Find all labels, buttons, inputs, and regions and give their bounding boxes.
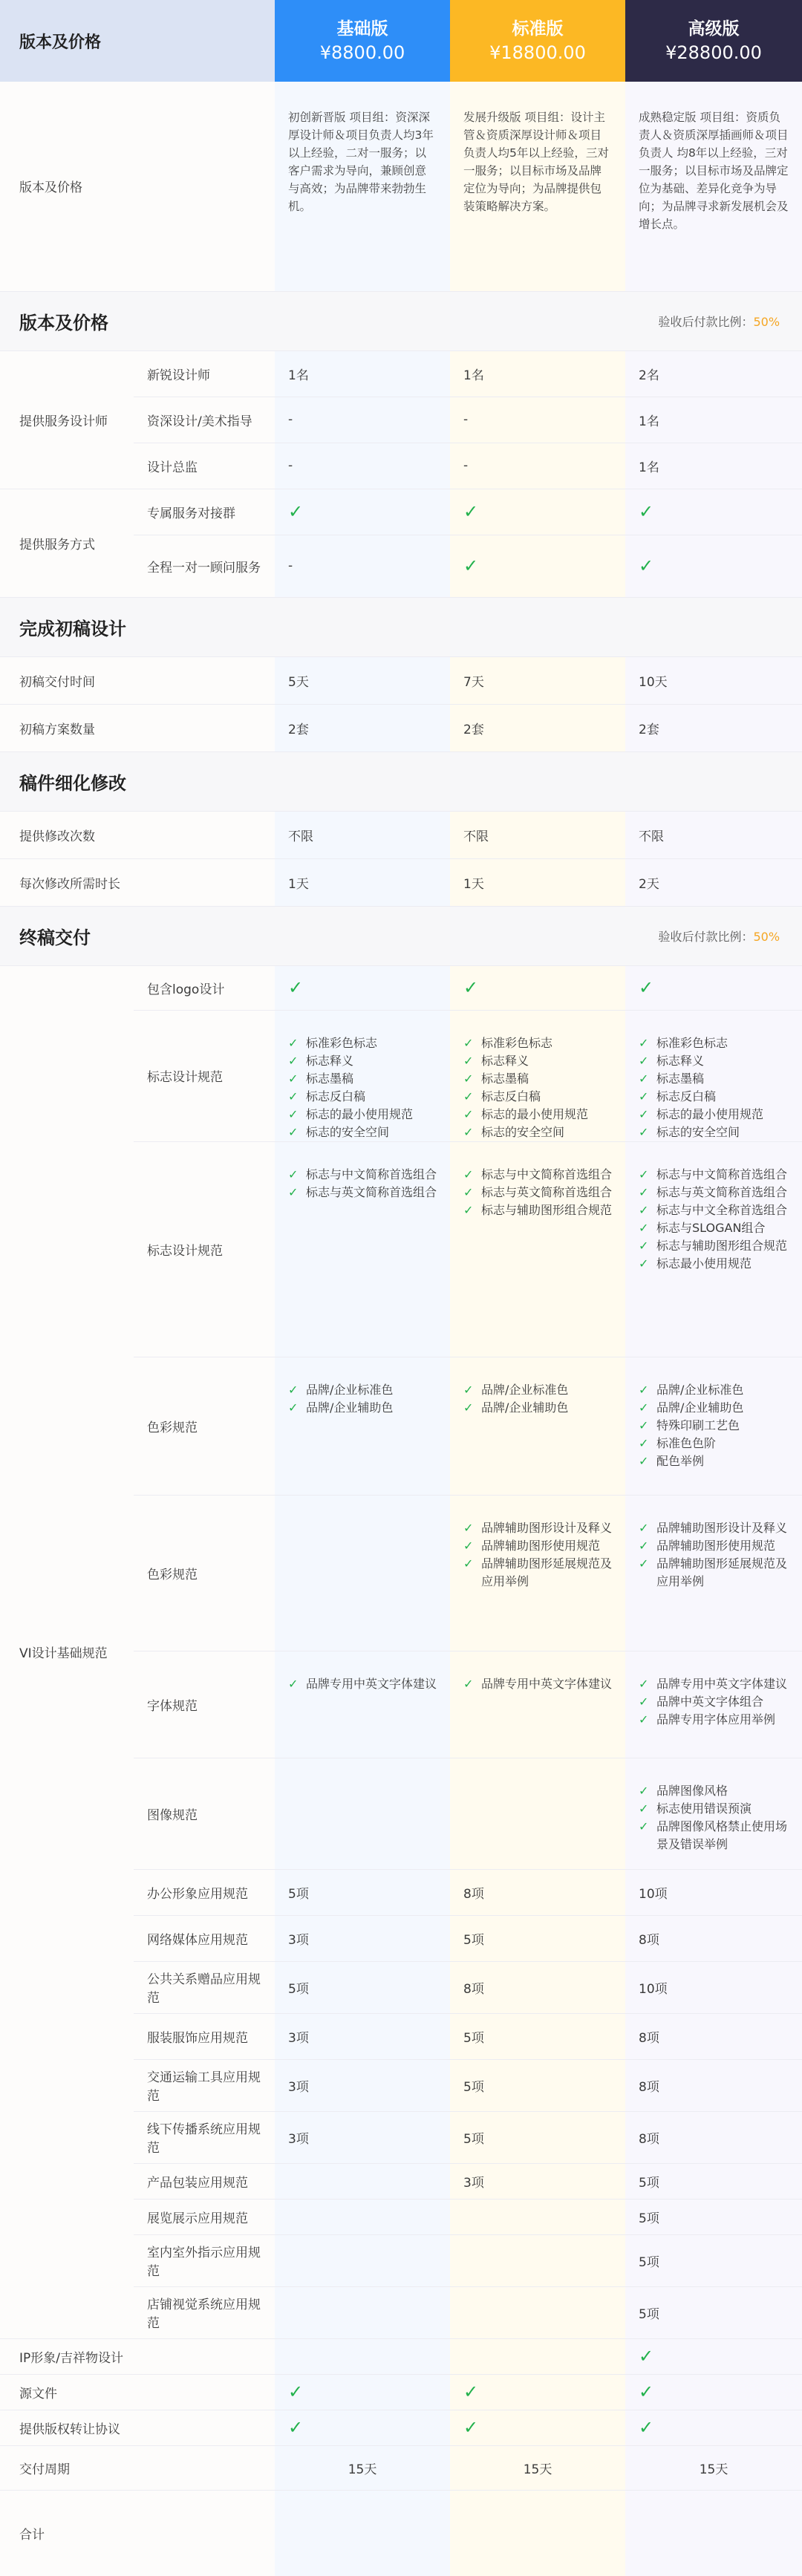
cell-value: 8项 <box>625 2013 802 2059</box>
check-icon: ✓ <box>275 489 450 535</box>
section-title: 终稿交付 <box>0 906 450 965</box>
feature-item: ✓ 品牌图像风格禁止使用场景及错误举例 <box>639 1818 789 1853</box>
cell-value: 2名 <box>625 350 802 397</box>
feature-item: ✓ 品牌专用字体应用举例 <box>639 1711 789 1729</box>
plan-price: ¥28800.00 <box>665 42 762 63</box>
feature-list <box>463 1515 612 1591</box>
row-label: 新锐设计师 <box>134 350 275 397</box>
payment-ratio <box>450 291 802 350</box>
cell-value: 不限 <box>625 811 802 858</box>
feature-item: ✓ 标志的最小使用规范 <box>639 1106 789 1124</box>
feature-item: ✓ 标志与中文简称首选组合 <box>463 1166 612 1184</box>
feature-list <box>639 1671 789 1729</box>
page-title: 版本及价格 <box>0 0 275 82</box>
row-label: 提供版权转让协议 <box>0 2410 275 2445</box>
row-label: 初稿方案数量 <box>0 704 275 751</box>
row-label: 标志设计规范 <box>134 1141 275 1357</box>
row-label: 室内室外指示应用规范 <box>134 2234 275 2286</box>
cell-value: 10项 <box>625 1869 802 1915</box>
cell-value <box>450 2234 625 2286</box>
cell-value: - <box>275 535 450 597</box>
feature-item: ✓ 品牌中英文字体组合 <box>639 1693 789 1711</box>
cell-value: 15天 <box>275 2445 450 2490</box>
plan-basic-header <box>275 0 450 82</box>
feature-item: ✓ 标志与辅助图形组合规范 <box>639 1237 789 1255</box>
header-row <box>0 0 802 82</box>
feature-item: ✓ 品牌辅助图形使用规范 <box>463 1537 612 1555</box>
feature-item: ✓ 标志的最小使用规范 <box>463 1106 612 1124</box>
feature-item: ✓ 标志墨稿 <box>639 1070 789 1088</box>
check-icon: ✓ <box>275 2374 450 2410</box>
row-label: 包含logo设计 <box>134 965 275 1010</box>
row-label: 源文件 <box>0 2374 275 2410</box>
cell-value: 5项 <box>275 1961 450 2013</box>
cell-value: 5项 <box>625 2286 802 2338</box>
feature-list <box>463 1377 612 1417</box>
plan-name: 基础版 <box>336 19 388 39</box>
feature-item: ✓ 标志与辅助图形组合规范 <box>463 1201 612 1219</box>
feature-list <box>639 1778 789 1853</box>
row-label: 展览展示应用规范 <box>134 2199 275 2234</box>
plan-premium-header <box>625 0 802 82</box>
cell-value: 3项 <box>275 1915 450 1961</box>
cell-value: 1名 <box>450 350 625 397</box>
feature-item: ✓ 品牌辅助图形延展规范及应用举例 <box>639 1555 789 1591</box>
feature-item: ✓ 品牌专用中英文字体建议 <box>639 1675 789 1693</box>
feature-item: ✓ 标志的安全空间 <box>463 1124 612 1141</box>
feature-list <box>288 1377 437 1417</box>
cell-value: 2套 <box>275 704 450 751</box>
table-row <box>0 2410 802 2445</box>
cell-value: 3项 <box>275 2111 450 2163</box>
check-icon: ✓ <box>275 965 450 1010</box>
check-icon: ✓ <box>625 489 802 535</box>
plan-price: ¥8800.00 <box>319 42 405 63</box>
feature-item: ✓ 标志与英文简称首选组合 <box>288 1184 437 1201</box>
ratio-label: 验收后付款比例： <box>658 314 754 329</box>
table-row <box>0 2445 802 2490</box>
table-row <box>0 965 802 1010</box>
feature-item: ✓ 品牌辅助图形延展规范及应用举例 <box>463 1555 612 1591</box>
cell-value: 5项 <box>625 2163 802 2199</box>
feature-list <box>463 1671 612 1693</box>
row-label: 全程一对一顾问服务 <box>134 535 275 597</box>
feature-item: ✓ 标志与英文简称首选组合 <box>639 1184 789 1201</box>
feature-item: ✓ 标志反白稿 <box>463 1088 612 1106</box>
row-label: 服装服饰应用规范 <box>134 2013 275 2059</box>
feature-list <box>639 1030 789 1141</box>
row-label: 公共关系赠品应用规范 <box>134 1961 275 2013</box>
total-row <box>0 2490 802 2576</box>
feature-list <box>639 1161 789 1273</box>
feature-list <box>463 1161 612 1219</box>
feature-list <box>288 1778 437 1782</box>
section-title: 完成初稿设计 <box>0 597 802 656</box>
cell-value: 2天 <box>625 858 802 906</box>
cell-value <box>275 2234 450 2286</box>
cell-value: 5项 <box>450 1915 625 1961</box>
feature-item: ✓ 品牌专用中英文字体建议 <box>463 1675 612 1693</box>
cell-value: 1天 <box>450 858 625 906</box>
feature-item: ✓ 标准彩色标志 <box>463 1034 612 1052</box>
row-label: 色彩规范 <box>134 1357 275 1495</box>
row-label: 办公形象应用规范 <box>134 1869 275 1915</box>
feature-item: ✓ 标志与中文简称首选组合 <box>639 1166 789 1184</box>
row-label: 交通运输工具应用规范 <box>134 2059 275 2111</box>
plan-name: 高级版 <box>688 19 740 39</box>
feature-item: ✓ 标志与中文全称首选组合 <box>639 1201 789 1219</box>
feature-item: ✓ 标志墨稿 <box>463 1070 612 1088</box>
feature-item: ✓ 标志墨稿 <box>288 1070 437 1088</box>
row-label: 交付周期 <box>0 2445 275 2490</box>
cell-value: 5天 <box>275 656 450 704</box>
section-header <box>0 291 802 350</box>
feature-list <box>288 1515 437 1519</box>
row-label: 字体规范 <box>134 1651 275 1758</box>
cell-value <box>450 2286 625 2338</box>
cell-value: 7天 <box>450 656 625 704</box>
row-label: 线下传播系统应用规范 <box>134 2111 275 2163</box>
cell-value: 1名 <box>275 350 450 397</box>
feature-list <box>639 1377 789 1470</box>
feature-item: ✓ 标准彩色标志 <box>639 1034 789 1052</box>
cell-value: 3项 <box>275 2013 450 2059</box>
table-row <box>0 489 802 535</box>
feature-item: ✓ 品牌/企业辅助色 <box>639 1399 789 1417</box>
cell-value: 1天 <box>275 858 450 906</box>
cell-value: 15天 <box>450 2445 625 2490</box>
table-row <box>0 858 802 906</box>
total-cell <box>625 2490 802 2576</box>
table-row <box>0 2374 802 2410</box>
table-row <box>0 656 802 704</box>
feature-item: ✓ 标准彩色标志 <box>288 1034 437 1052</box>
table-row <box>0 2338 802 2374</box>
row-label: 资深设计/美术指导 <box>134 397 275 443</box>
cell-value: 不限 <box>450 811 625 858</box>
row-label: 初稿交付时间 <box>0 656 275 704</box>
row-label: 提供修改次数 <box>0 811 275 858</box>
cell-value <box>275 2163 450 2199</box>
table-row <box>0 350 802 397</box>
cell-value: 2套 <box>625 704 802 751</box>
plan-price: ¥18800.00 <box>489 42 586 63</box>
feature-item: ✓ 配色举例 <box>639 1452 789 1470</box>
row-label: 设计总监 <box>134 443 275 489</box>
row-label: 每次修改所需时长 <box>0 858 275 906</box>
row-label: 图像规范 <box>134 1758 275 1869</box>
section-title: 稿件细化修改 <box>0 751 802 811</box>
cell-value <box>275 2199 450 2234</box>
check-icon: ✓ <box>450 535 625 597</box>
cell-value: 8项 <box>625 1915 802 1961</box>
check-icon: ✓ <box>450 2374 625 2410</box>
row-label: 网络媒体应用规范 <box>134 1915 275 1961</box>
feature-item: ✓ 标志释义 <box>463 1052 612 1070</box>
ratio-value: 50% <box>753 929 780 944</box>
intro-row <box>0 82 802 291</box>
cell-value: 5项 <box>625 2234 802 2286</box>
feature-item: ✓ 标志与SLOGAN组合 <box>639 1219 789 1237</box>
cell-value: 8项 <box>450 1869 625 1915</box>
feature-item: ✓ 品牌辅助图形设计及释义 <box>639 1519 789 1537</box>
cell-value: - <box>275 443 450 489</box>
feature-item: ✓ 标志释义 <box>288 1052 437 1070</box>
check-icon: ✓ <box>450 489 625 535</box>
section-header <box>0 906 802 965</box>
cell-value: 5项 <box>450 2059 625 2111</box>
check-icon: ✓ <box>625 965 802 1010</box>
table-row <box>0 811 802 858</box>
plan-desc: 成熟稳定版 项目组：资质负责人＆资质深厚插画师＆项目负责人 均8年以上经验，三对一服务；以目标市场及品牌定位为基础、差异化竞争为导向；为品牌寻求新发展机会及增长点。 <box>625 82 802 291</box>
cell-value: 5项 <box>450 2111 625 2163</box>
feature-item: ✓ 品牌/企业辅助色 <box>288 1399 437 1417</box>
feature-item: ✓ 品牌/企业标准色 <box>288 1381 437 1399</box>
feature-item: ✓ 品牌专用中英文字体建议 <box>288 1675 437 1693</box>
check-icon: ✓ <box>625 2410 802 2445</box>
plan-name: 标准版 <box>512 19 564 39</box>
feature-list <box>288 1161 437 1201</box>
feature-list <box>288 1671 437 1693</box>
check-icon: ✓ <box>450 2410 625 2445</box>
plan-desc: 初创新晋版 项目组：资深深厚设计师＆项目负责人均3年以上经验，二对一服务；以客户需求为导向，兼顾创意与高效；为品牌带来勃勃生机。 <box>275 82 450 291</box>
cell-value: 1名 <box>625 397 802 443</box>
cell-value: 2套 <box>450 704 625 751</box>
row-label: 合计 <box>0 2490 275 2576</box>
group-label: 提供服务方式 <box>0 489 134 597</box>
feature-item: ✓ 品牌/企业标准色 <box>639 1381 789 1399</box>
check-icon <box>275 2338 450 2374</box>
feature-list <box>463 1778 612 1782</box>
check-icon: ✓ <box>275 2410 450 2445</box>
feature-item: ✓ 标志与英文简称首选组合 <box>463 1184 612 1201</box>
cell-value: 10项 <box>625 1961 802 2013</box>
row-label: IP形象/吉祥物设计 <box>0 2338 275 2374</box>
cell-value <box>275 2286 450 2338</box>
cell-value: - <box>450 443 625 489</box>
check-icon: ✓ <box>625 2374 802 2410</box>
plan-desc: 发展升级版 项目组：设计主管＆资质深厚设计师＆项目负责人均5年以上经验，三对一服务；以目标市场及品牌定位为导向；为品牌提供包装策略解决方案。 <box>450 82 625 291</box>
cell-value: 5项 <box>625 2199 802 2234</box>
cell-value: 8项 <box>625 2059 802 2111</box>
feature-item: ✓ 标志反白稿 <box>639 1088 789 1106</box>
cell-value: - <box>275 397 450 443</box>
feature-list <box>463 1030 612 1141</box>
row-label: 专属服务对接群 <box>134 489 275 535</box>
cell-value: 3项 <box>275 2059 450 2111</box>
feature-list <box>288 1030 437 1141</box>
check-icon: ✓ <box>625 535 802 597</box>
row-label: 标志设计规范 <box>134 1010 275 1141</box>
ratio-value: 50% <box>753 314 780 329</box>
feature-item: ✓ 品牌辅助图形使用规范 <box>639 1537 789 1555</box>
feature-item: ✓ 品牌图像风格 <box>639 1782 789 1800</box>
group-label: VI设计基础规范 <box>0 965 134 2338</box>
total-cell <box>275 2490 450 2576</box>
feature-item: ✓ 标志使用错误预演 <box>639 1800 789 1818</box>
feature-item: ✓ 特殊印刷工艺色 <box>639 1417 789 1435</box>
row-label: 店铺视觉系统应用规范 <box>134 2286 275 2338</box>
feature-item: ✓ 标志的安全空间 <box>639 1124 789 1141</box>
check-icon: ✓ <box>625 2338 802 2374</box>
feature-list <box>639 1515 789 1591</box>
ratio-label: 验收后付款比例： <box>658 929 754 944</box>
cell-value: 10天 <box>625 656 802 704</box>
section-header <box>0 751 802 811</box>
feature-item: ✓ 标志与中文简称首选组合 <box>288 1166 437 1184</box>
payment-ratio <box>450 906 802 965</box>
cell-value: 5项 <box>450 2013 625 2059</box>
section-title: 版本及价格 <box>0 291 450 350</box>
cell-value: 8项 <box>450 1961 625 2013</box>
feature-item: ✓ 标志反白稿 <box>288 1088 437 1106</box>
cell-value: 15天 <box>625 2445 802 2490</box>
feature-item: ✓ 品牌/企业辅助色 <box>463 1399 612 1417</box>
feature-item: ✓ 品牌辅助图形设计及释义 <box>463 1519 612 1537</box>
cell-value: 1名 <box>625 443 802 489</box>
table-row <box>0 704 802 751</box>
section-header <box>0 597 802 656</box>
cell-value: 5项 <box>275 1869 450 1915</box>
check-icon: ✓ <box>450 965 625 1010</box>
row-label: 版本及价格 <box>0 82 275 291</box>
feature-item: ✓ 标志的最小使用规范 <box>288 1106 437 1124</box>
cell-value: 8项 <box>625 2111 802 2163</box>
check-icon <box>450 2338 625 2374</box>
plan-standard-header <box>450 0 625 82</box>
feature-item: ✓ 标志的安全空间 <box>288 1124 437 1141</box>
feature-item: ✓ 标准色色阶 <box>639 1435 789 1452</box>
cell-value: 3项 <box>450 2163 625 2199</box>
group-label: 提供服务设计师 <box>0 350 134 489</box>
cell-value: 不限 <box>275 811 450 858</box>
row-label: 产品包装应用规范 <box>134 2163 275 2199</box>
feature-item: ✓ 标志最小使用规范 <box>639 1255 789 1273</box>
total-cell <box>450 2490 625 2576</box>
row-label: 色彩规范 <box>134 1495 275 1651</box>
feature-item: ✓ 品牌/企业标准色 <box>463 1381 612 1399</box>
cell-value: - <box>450 397 625 443</box>
feature-item: ✓ 标志释义 <box>639 1052 789 1070</box>
cell-value <box>450 2199 625 2234</box>
